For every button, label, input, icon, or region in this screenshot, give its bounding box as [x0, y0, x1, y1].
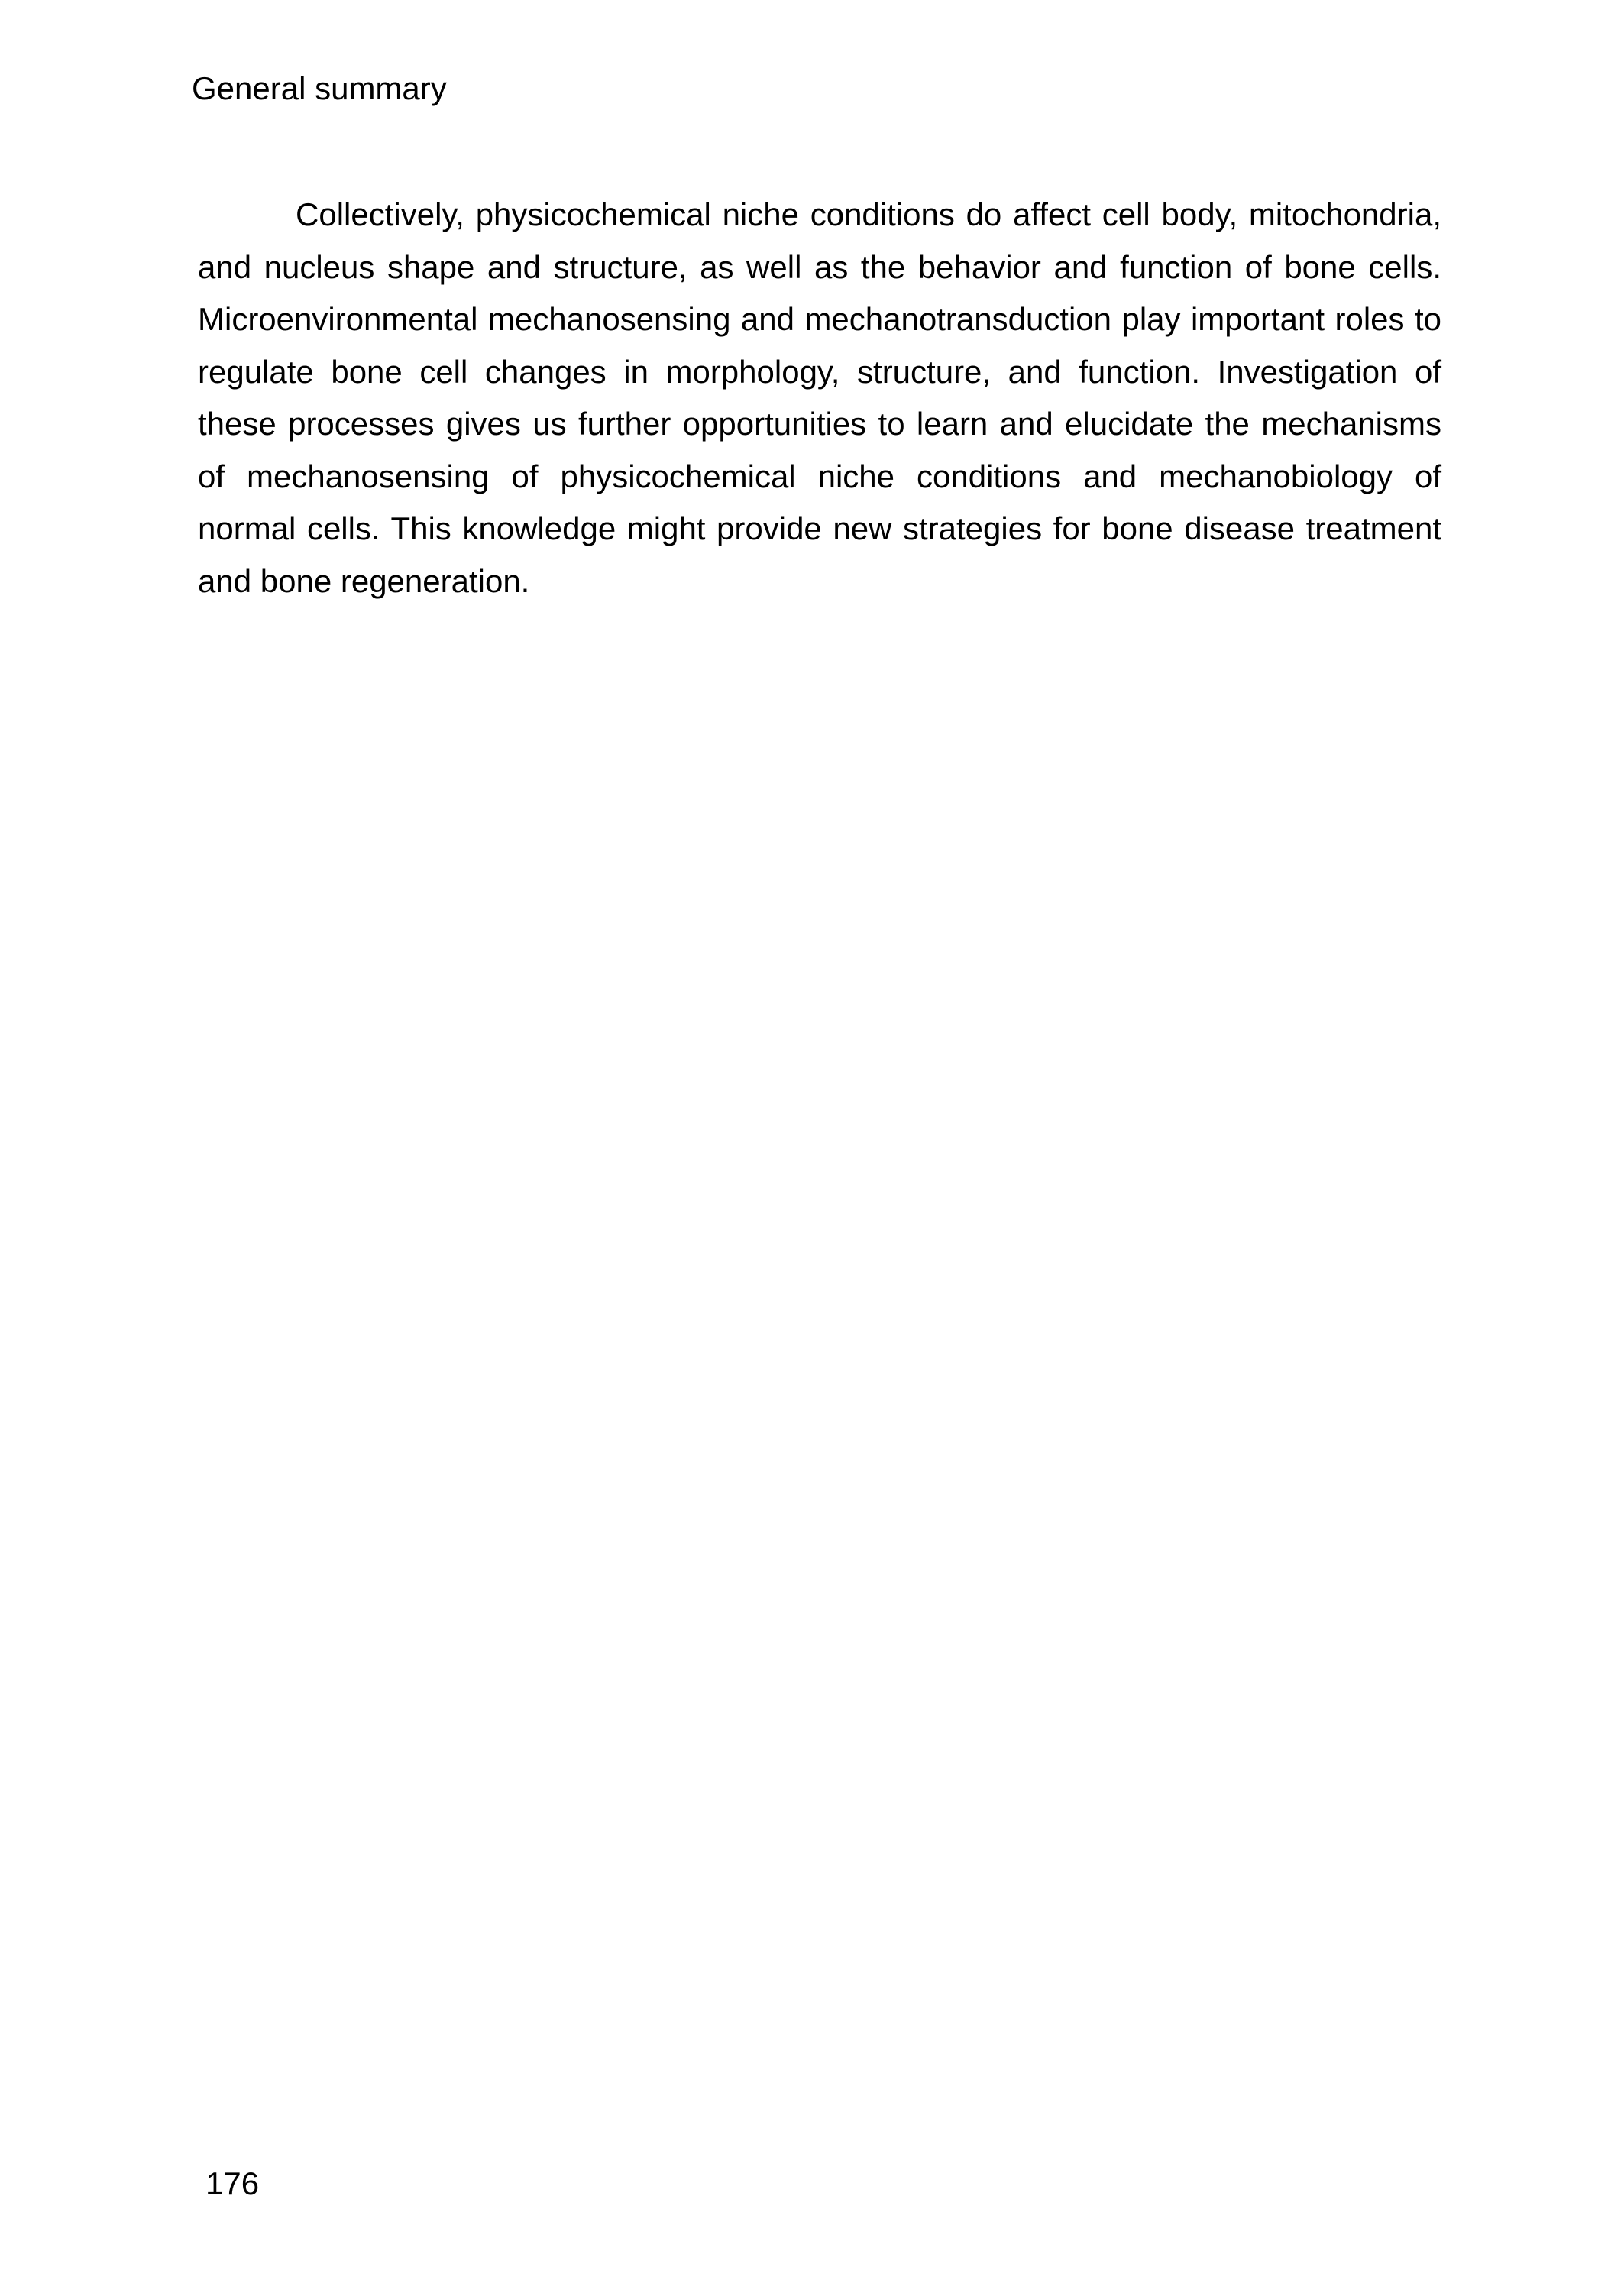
running-header: General summary — [192, 70, 447, 106]
summary-paragraph: Collectively, physicochemical niche conditions do affect cell body, mitochondria, and nucleus shape and structure, as well as the behavior and function of bone cells. Microenvironmental mechanosensing and mechanotransduction play important roles to regulate bone cell changes in morphology, structure, and function. Investigation of these processes gives us further opportunities to learn and elucidate the mechanisms of mechanosensing of physicochemical niche conditions and mechanobiology of normal cells. This knowledge might provide new strategies for bone disease treatment and bone regeneration. — [198, 196, 1441, 599]
page-number: 176 — [205, 2165, 260, 2201]
